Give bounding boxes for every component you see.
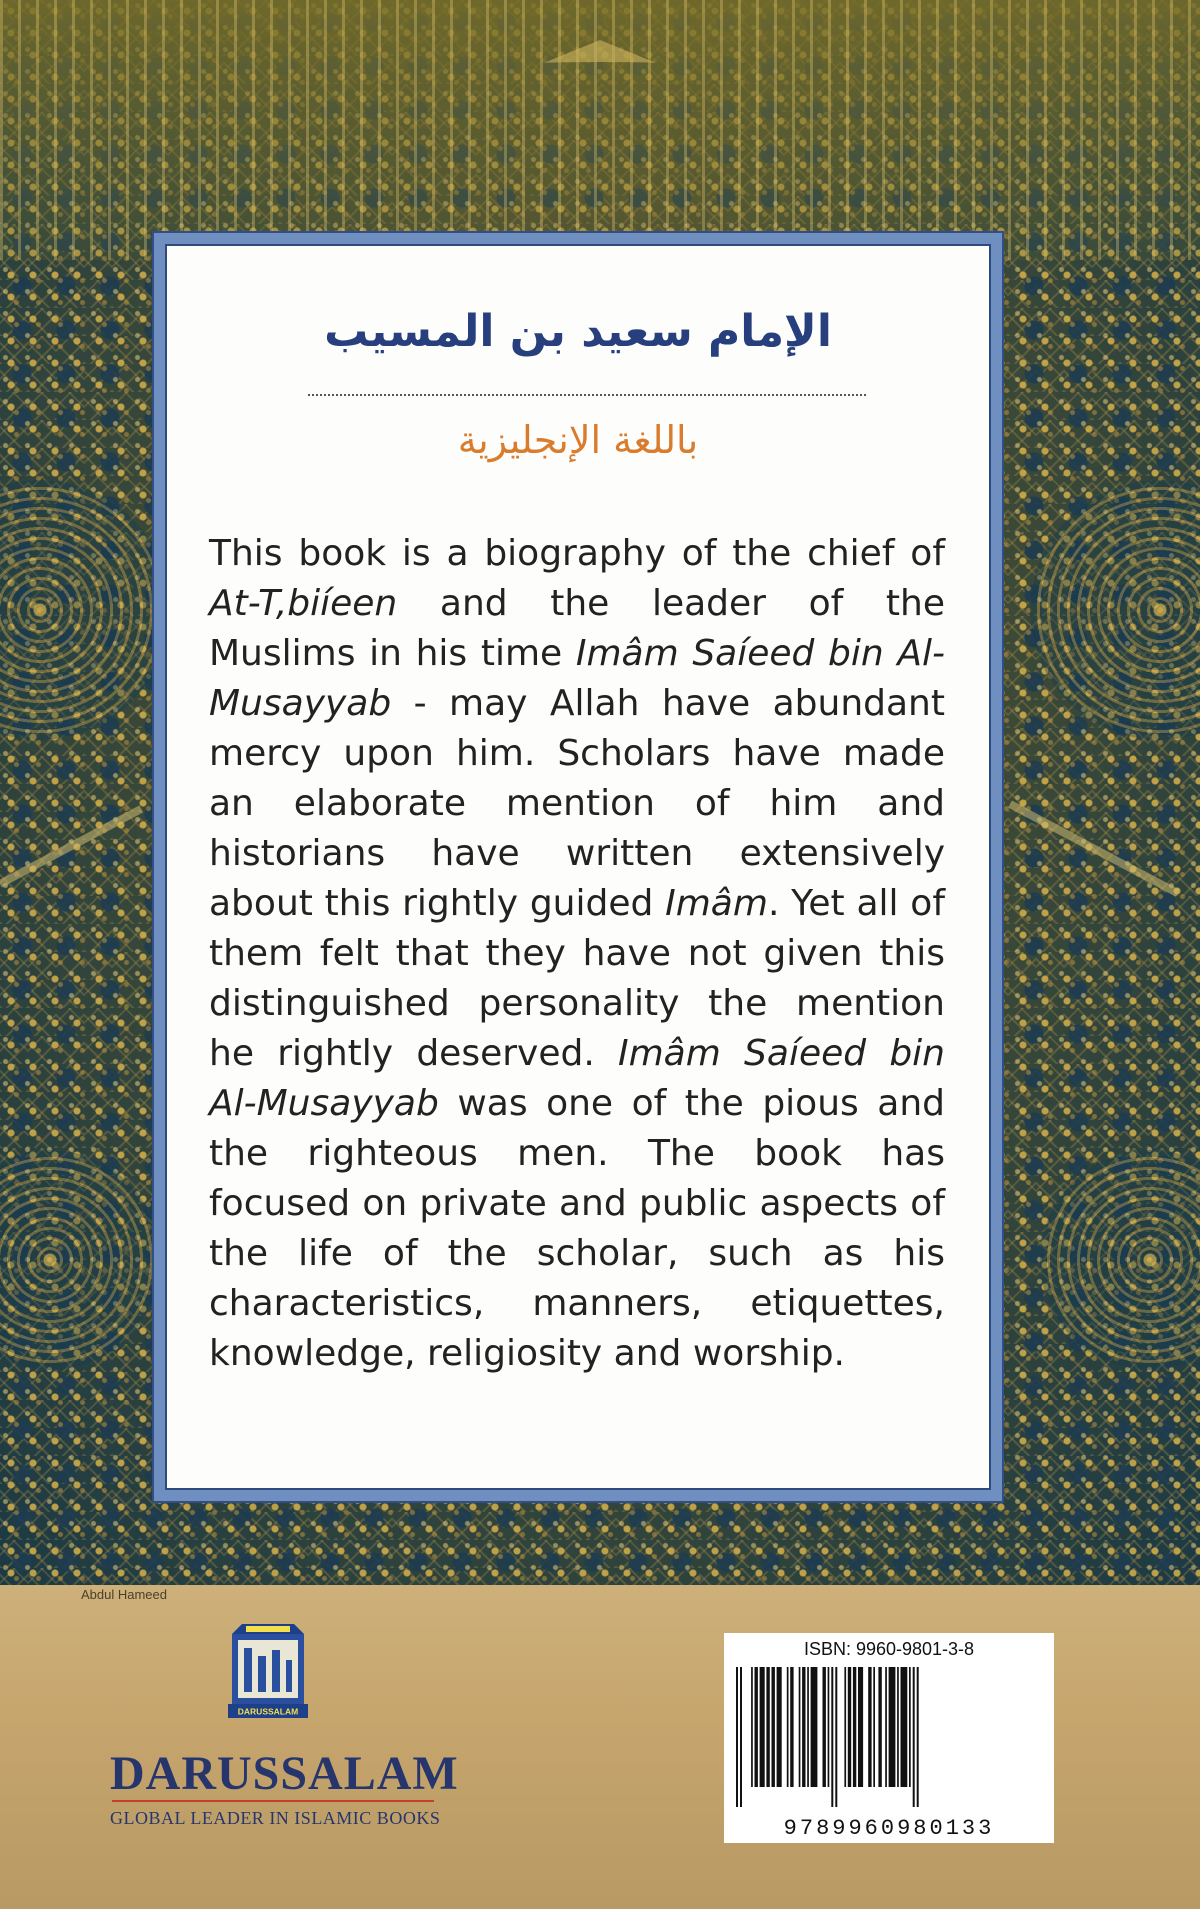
- barcode-bar: [858, 1667, 863, 1787]
- darussalam-logo-icon: [224, 1620, 312, 1720]
- barcode-bar: [917, 1667, 919, 1807]
- blurb-panel-frame: [152, 231, 1004, 1503]
- blurb-italic-term: Imâm Saíeed bin Al-Musayyab: [209, 633, 945, 724]
- publisher-name: DARUSSALAM: [110, 1747, 459, 1800]
- arabic-subtitle: باللغة الإنجليزية: [457, 418, 699, 462]
- publisher-rule: [112, 1800, 434, 1802]
- barcode-bar: [828, 1667, 830, 1787]
- barcode-bar: [901, 1667, 908, 1787]
- barcode-bar: [811, 1667, 818, 1787]
- barcode-bar: [844, 1667, 846, 1787]
- photo-credit: Abdul Hameed: [81, 1587, 167, 1602]
- barcode-number: 9789960980133: [783, 1816, 995, 1841]
- publisher-tagline: GLOBAL LEADER IN ISLAMIC BOOKS: [110, 1808, 441, 1828]
- ornament-medallion: [1040, 1150, 1200, 1370]
- arabic-title: الإمام سعيد بن المسيب: [324, 306, 832, 357]
- barcode-bar: [831, 1667, 833, 1807]
- blurb-text: . Yet all of them felt that they have not given this distinguished personality the mention he rightly deserved.: [209, 883, 945, 1074]
- barcode-bar: [913, 1667, 915, 1807]
- barcode-box: [724, 1633, 1054, 1843]
- barcode-bar: [740, 1667, 742, 1807]
- barcode-bar: [790, 1667, 793, 1787]
- barcode-bar: [848, 1667, 851, 1787]
- barcode-bar: [868, 1667, 871, 1787]
- barcode-bar: [755, 1667, 758, 1787]
- blurb-panel: [167, 246, 989, 1488]
- barcode-bar: [878, 1667, 881, 1787]
- barcode-bars: [736, 1667, 1042, 1807]
- blurb-italic-term: At-T,biíeen: [209, 583, 398, 624]
- dotted-divider: [308, 394, 866, 396]
- blurb-text: and the leader of the Muslims in his time: [209, 583, 945, 674]
- barcode-bar: [889, 1667, 896, 1787]
- barcode-bar: [885, 1667, 887, 1787]
- barcode-bar: [751, 1667, 753, 1787]
- barcode-bar: [787, 1667, 789, 1787]
- barcode-bar: [766, 1667, 769, 1787]
- barcode-bar: [799, 1667, 801, 1787]
- ornament-medallion: [1030, 480, 1200, 740]
- barcode-bar: [835, 1667, 837, 1807]
- barcode-bar: [777, 1667, 782, 1787]
- blurb-italic-term: Imâm: [665, 883, 768, 924]
- ornament-strapwork: [1008, 800, 1180, 896]
- blurb-text: - may Allah have abundant mercy upon him. Scholars have made an elaborate mention of him and historians have written extensively about this rightly guided: [209, 683, 945, 924]
- barcode-bar: [909, 1667, 911, 1787]
- barcode-bar: [897, 1667, 899, 1787]
- blurb-text: This book is a biography of the chief of: [209, 533, 945, 574]
- ornament-strapwork: [0, 805, 143, 887]
- ornament-medallion: [0, 480, 170, 740]
- barcode-bar: [802, 1667, 805, 1787]
- barcode-bar: [772, 1667, 775, 1787]
- isbn-label: ISBN: 9960-9801-3-8: [803, 1639, 975, 1659]
- ornament-medallion: [0, 1150, 160, 1370]
- blurb-text: was one of the pious and the righteous men. The book has focused on private and public aspects of the life of the scholar, such as his characteristics, manners, etiquettes, knowledge, religiosity and worship.: [209, 1083, 945, 1374]
- barcode-bar: [736, 1667, 738, 1807]
- barcode-bar: [873, 1667, 875, 1787]
- barcode-bar: [853, 1667, 856, 1787]
- logo-text: DARUSSALAM: [237, 1706, 299, 1717]
- barcode-bar: [807, 1667, 809, 1787]
- blurb-italic-term: Imâm Saíeed bin Al-Musayyab: [209, 1033, 946, 1124]
- book-blurb: [209, 529, 945, 1379]
- barcode-bar: [823, 1667, 826, 1787]
- barcode-bar: [760, 1667, 765, 1787]
